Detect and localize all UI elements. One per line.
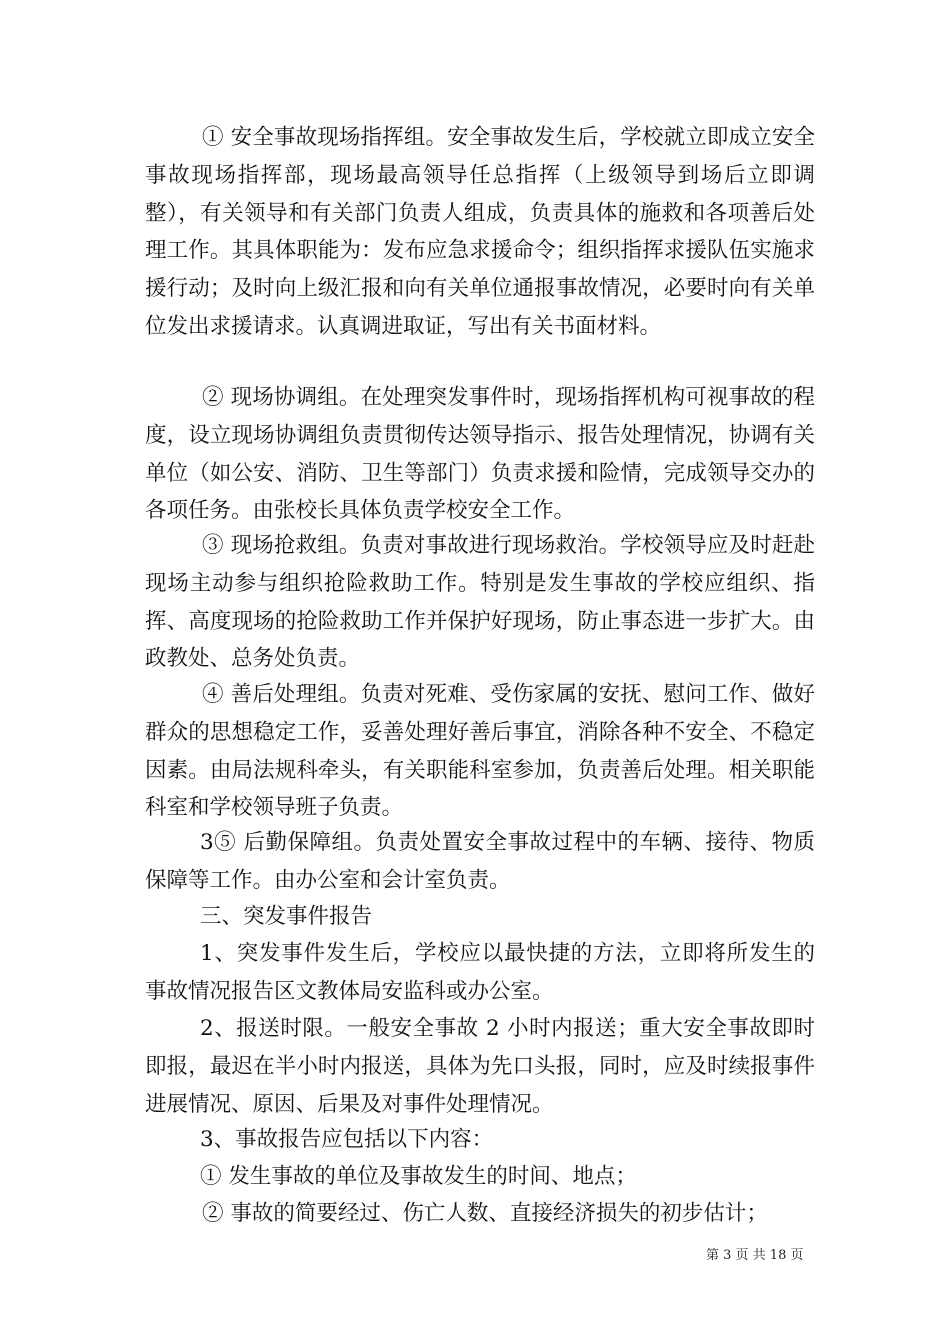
- list-item-report-content-2: ② 事故的简要经过、伤亡人数、直接经济损失的初步估计；: [202, 1201, 768, 1226]
- page-number-footer: 第 3 页 共 18 页: [706, 1248, 804, 1263]
- paragraph-aftermath-group: ④ 善后处理组。负责对死难、受伤家属的安抚、慰问工作、做好群众的思想稳定工作，妥善处理好善后事宜，消除各种不安全、不稳定因素。由局法规科牵头，有关职能科室参加，负责善后处理。相关职能科室和学校领导班子负责。: [145, 682, 815, 821]
- paragraph-report-deadline: 2、报送时限。一般安全事故 2 小时内报送；重大安全事故即时即报，最迟在半小时内报送，具体为先口头报，同时，应及时续报事件进展情况、原因、后果及对事件处理情况。: [145, 1016, 815, 1117]
- list-item-report-content-1: ① 发生事故的单位及事故发生的时间、地点；: [200, 1164, 637, 1189]
- section-heading-incident-report: 三、突发事件报告: [200, 904, 373, 929]
- paragraph-coordination-group: ② 现场协调组。在处理突发事件时，现场指挥机构可视事故的程度，设立现场协调组负责贯彻传达领导指示、报告处理情况，协调有关单位（如公安、消防、卫生等部门）负责求援和险情，完成领导交办的各项任务。由张校长具体负责学校安全工作。: [145, 385, 815, 524]
- paragraph-rescue-group: ③ 现场抢救组。负责对事故进行现场救治。学校领导应及时赶赴现场主动参与组织抢险救助工作。特别是发生事故的学校应组织、指挥、高度现场的抢险救助工作并保护好现场，防止事态进一步扩大。由政教处、总务处负责。: [145, 533, 815, 672]
- paragraph-logistics-group: 3⑤ 后勤保障组。负责处置安全事故过程中的车辆、接待、物质保障等工作。由办公室和会计室负责。: [145, 830, 815, 893]
- paragraph-report-contents: 3、事故报告应包括以下内容：: [200, 1127, 494, 1152]
- paragraph-command-group: ① 安全事故现场指挥组。安全事故发生后，学校就立即成立安全事故现场指挥部，现场最高领导任总指挥（上级领导到场后立即调整），有关领导和有关部门负责人组成，负责具体的施救和各项善后处理工作。其具体职能为：发布应急求援命令；组织指挥求援队伍实施求援行动；及时向上级汇报和向有关单位通报事故情况，必要时向有关单位发出求援请求。认真调进取证，写出有关书面材料。: [145, 125, 815, 339]
- paragraph-report-step-1: 1、突发事件发生后，学校应以最快捷的方法，立即将所发生的事故情况报告区文教体局安监科或办公室。: [145, 941, 815, 1004]
